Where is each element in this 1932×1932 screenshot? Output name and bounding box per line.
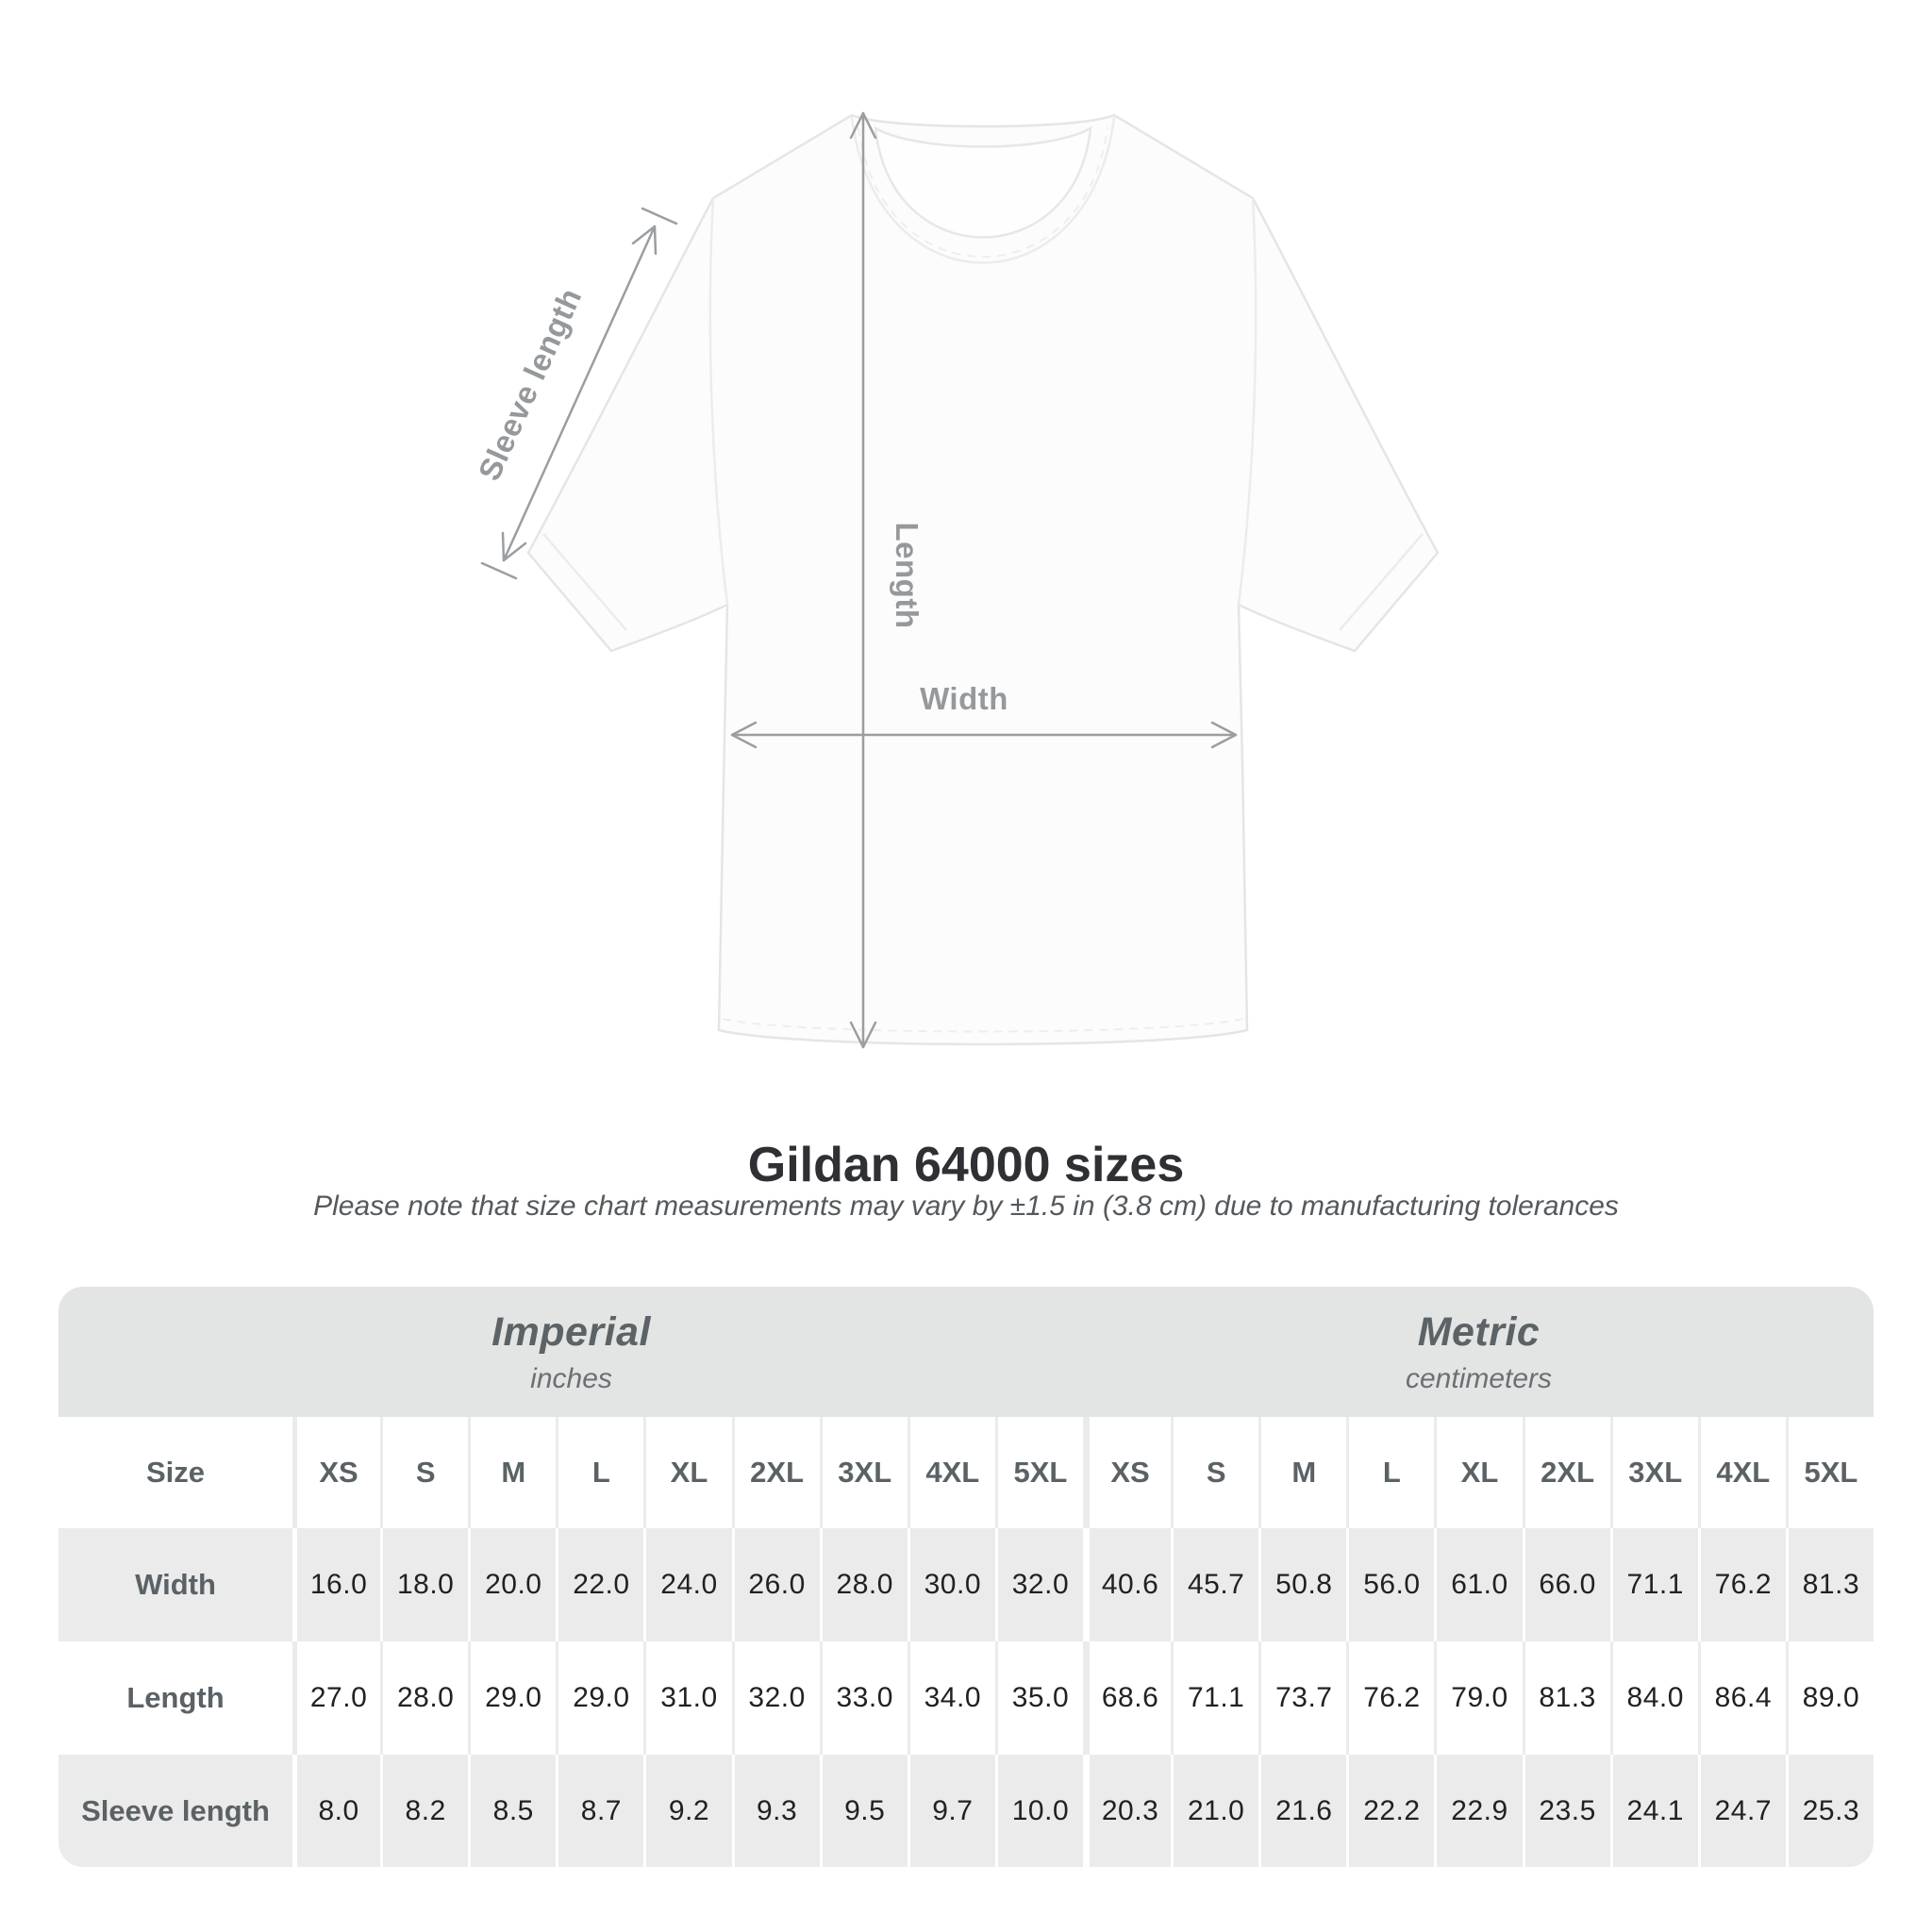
- size-col-header-imperial: L: [556, 1417, 643, 1528]
- width-label: Width: [920, 681, 1008, 716]
- imperial-value-cell: 20.0: [468, 1528, 556, 1641]
- metric-value-cell: 20.3: [1083, 1755, 1171, 1867]
- imperial-value-cell: 22.0: [556, 1528, 643, 1641]
- metric-value-cell: 22.9: [1434, 1755, 1522, 1867]
- metric-value-cell: 89.0: [1786, 1641, 1874, 1755]
- imperial-value-cell: 27.0: [292, 1641, 380, 1755]
- metric-value-cell: 68.6: [1083, 1641, 1171, 1755]
- sleeve-length-label: Sleeve length: [471, 282, 589, 486]
- imperial-value-cell: 8.5: [468, 1755, 556, 1867]
- imperial-value-cell: 29.0: [556, 1641, 643, 1755]
- unit-group-imperial: [58, 1287, 1084, 1417]
- size-col-header-imperial: 2XL: [732, 1417, 820, 1528]
- imperial-value-cell: 30.0: [908, 1528, 995, 1641]
- size-table-body: [58, 1528, 1874, 1867]
- size-col-header-metric: XS: [1083, 1417, 1171, 1528]
- metric-value-cell: 61.0: [1434, 1528, 1522, 1641]
- imperial-value-cell: 33.0: [820, 1641, 908, 1755]
- metric-value-cell: 23.5: [1523, 1755, 1610, 1867]
- imperial-value-cell: 8.7: [556, 1755, 643, 1867]
- metric-value-cell: 73.7: [1258, 1641, 1346, 1755]
- unit-group-header: [58, 1287, 1874, 1417]
- imperial-value-cell: 35.0: [995, 1641, 1083, 1755]
- metric-value-cell: 50.8: [1258, 1528, 1346, 1641]
- size-col-header-metric: 5XL: [1786, 1417, 1874, 1528]
- metric-value-cell: 76.2: [1346, 1641, 1434, 1755]
- measurement-row: [58, 1528, 1874, 1641]
- imperial-value-cell: 31.0: [643, 1641, 731, 1755]
- size-col-header-metric: 3XL: [1610, 1417, 1698, 1528]
- metric-value-cell: 21.0: [1171, 1755, 1258, 1867]
- row-label: Width: [135, 1568, 216, 1601]
- row-label: Sleeve length: [81, 1793, 270, 1827]
- measurement-row: [58, 1755, 1874, 1867]
- metric-value-cell: 25.3: [1786, 1755, 1874, 1867]
- imperial-value-cell: 29.0: [468, 1641, 556, 1755]
- size-col-header-metric: XL: [1434, 1417, 1522, 1528]
- size-col-header-imperial: XS: [292, 1417, 380, 1528]
- tshirt-graphic: [528, 115, 1438, 1044]
- metric-value-cell: 24.7: [1698, 1755, 1786, 1867]
- unit-group-metric: [1084, 1287, 1874, 1417]
- metric-value-cell: 56.0: [1346, 1528, 1434, 1641]
- metric-value-cell: 22.2: [1346, 1755, 1434, 1867]
- metric-value-cell: 71.1: [1171, 1641, 1258, 1755]
- metric-value-cell: 40.6: [1083, 1528, 1171, 1641]
- metric-value-cell: 76.2: [1698, 1528, 1786, 1641]
- metric-value-cell: 24.1: [1610, 1755, 1698, 1867]
- metric-value-cell: 21.6: [1258, 1755, 1346, 1867]
- imperial-value-cell: 9.2: [643, 1755, 731, 1867]
- metric-value-cell: 86.4: [1698, 1641, 1786, 1755]
- imperial-value-cell: 28.0: [820, 1528, 908, 1641]
- metric-unit: centimeters: [1405, 1362, 1553, 1394]
- imperial-value-cell: 34.0: [908, 1641, 995, 1755]
- size-col-header-imperial: XL: [643, 1417, 731, 1528]
- size-col-header-metric: 4XL: [1698, 1417, 1786, 1528]
- tolerance-note: Please note that size chart measurements may vary by ±1.5 in (3.8 cm) due to manufacturing tolerances: [313, 1191, 1619, 1222]
- imperial-heading: Imperial: [491, 1308, 651, 1355]
- imperial-value-cell: 16.0: [292, 1528, 380, 1641]
- imperial-value-cell: 32.0: [995, 1528, 1083, 1641]
- size-col-header-imperial: 4XL: [908, 1417, 995, 1528]
- metric-value-cell: 79.0: [1434, 1641, 1522, 1755]
- metric-heading: Metric: [1417, 1308, 1541, 1355]
- imperial-value-cell: 9.3: [732, 1755, 820, 1867]
- metric-value-cell: 84.0: [1610, 1641, 1698, 1755]
- page-title: Gildan 64000 sizes: [747, 1138, 1185, 1192]
- length-label: Length: [890, 522, 924, 629]
- size-col-header-imperial: S: [380, 1417, 468, 1528]
- imperial-value-cell: 9.7: [908, 1755, 995, 1867]
- size-col-header-metric: S: [1171, 1417, 1258, 1528]
- metric-value-cell: 81.3: [1786, 1528, 1874, 1641]
- size-table: [58, 1287, 1874, 1867]
- imperial-value-cell: 28.0: [380, 1641, 468, 1755]
- metric-value-cell: 66.0: [1523, 1528, 1610, 1641]
- size-col-header-imperial: 3XL: [820, 1417, 908, 1528]
- imperial-value-cell: 8.0: [292, 1755, 380, 1867]
- imperial-value-cell: 24.0: [643, 1528, 731, 1641]
- imperial-value-cell: 32.0: [732, 1641, 820, 1755]
- size-col-header-metric: 2XL: [1523, 1417, 1610, 1528]
- imperial-unit: inches: [530, 1362, 612, 1394]
- imperial-value-cell: 10.0: [995, 1755, 1083, 1867]
- metric-value-cell: 45.7: [1171, 1528, 1258, 1641]
- metric-value-cell: 71.1: [1610, 1528, 1698, 1641]
- imperial-value-cell: 8.2: [380, 1755, 468, 1867]
- imperial-value-cell: 18.0: [380, 1528, 468, 1641]
- size-header-row: [58, 1417, 1874, 1528]
- metric-value-cell: 81.3: [1523, 1641, 1610, 1755]
- size-col-header-metric: M: [1258, 1417, 1346, 1528]
- imperial-value-cell: 26.0: [732, 1528, 820, 1641]
- imperial-value-cell: 9.5: [820, 1755, 908, 1867]
- size-col-header-metric: L: [1346, 1417, 1434, 1528]
- measurement-row: [58, 1641, 1874, 1755]
- size-col-header-imperial: M: [468, 1417, 556, 1528]
- size-corner-label: Size: [145, 1456, 206, 1489]
- size-col-header-imperial: 5XL: [995, 1417, 1083, 1528]
- row-label: Length: [126, 1681, 225, 1714]
